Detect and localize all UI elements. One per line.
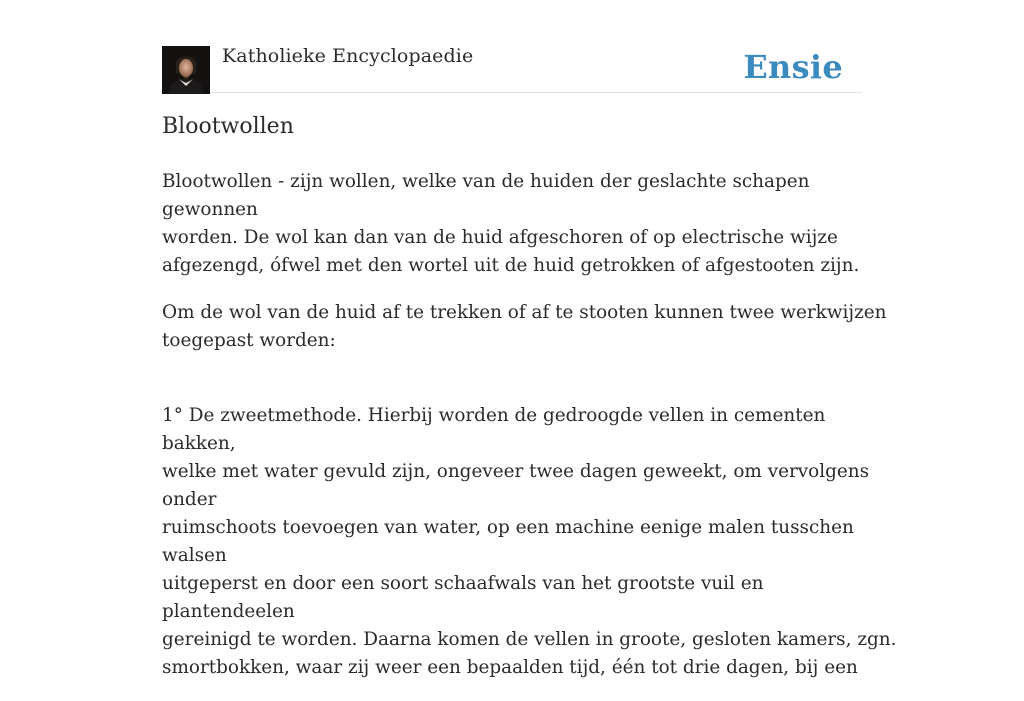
page <box>162 0 897 678</box>
article-body <box>162 168 902 701</box>
article-paragraph: 1° De zweetmethode. Hierbij worden de gedroogde vellen in cementen bakken, welke met water gevuld zijn, ongeveer twee dagen geweekt, om vervolgens onder ruimschoots toevoegen van water, op een machine eenige malen tusschen walsen uitgeperst en door een soort schaafwals van het grootste vuil en plantendeelen gereinigd te worden. Daarna komen de vellen in groote, gesloten kamers, zgn. smortbokken, waar zij weer een bepaalden tijd, één tot drie dagen, bij een <box>162 405 897 678</box>
brand-logo[interactable]: Ensie <box>743 48 843 86</box>
article-paragraph: Blootwollen - zijn wollen, welke van de huiden der geslachte schapen gewonnen worden. De wol kan dan van de huid afgeschoren of op electrische wijze afgezengd, ófwel met den wortel uit de huid getrokken of afgestooten zijn. <box>162 171 860 276</box>
article-title: Blootwollen <box>162 114 294 139</box>
portrait-image <box>162 46 210 94</box>
site-name[interactable]: Katholieke Encyclopaedie <box>222 45 474 67</box>
portrait-avatar-icon[interactable] <box>162 46 210 94</box>
site-header <box>162 0 862 93</box>
article-paragraph: Om de wol van de huid af te trekken of af te stooten kunnen twee werkwijzen toegepast worden: <box>162 302 887 351</box>
